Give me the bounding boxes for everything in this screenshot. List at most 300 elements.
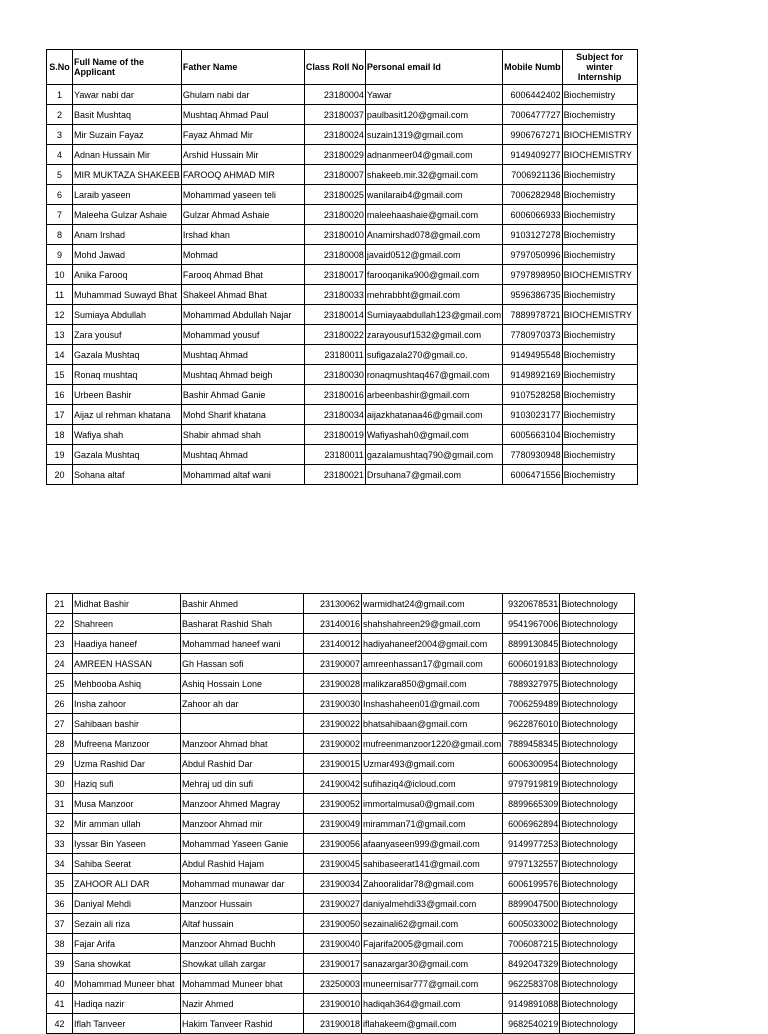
subject-cell: Biotechnology <box>560 734 635 754</box>
mobile-cell: 9797919819 <box>503 774 560 794</box>
roll-cell: 23180014 <box>304 305 365 325</box>
name-cell: Mir Suzain Fayaz <box>73 125 182 145</box>
mobile-cell: 6006199576 <box>503 874 560 894</box>
mobile-cell: 9103127278 <box>503 225 563 245</box>
subject-cell: Biochemistry <box>562 185 637 205</box>
header-mobile: Mobile Numb <box>503 50 563 85</box>
roll-cell: 23130062 <box>304 594 362 614</box>
roll-cell: 23190049 <box>304 814 362 834</box>
father-cell: Abdul Rashid Hajam <box>181 854 304 874</box>
table-row <box>47 954 635 974</box>
table-row <box>47 245 638 265</box>
sno-cell: 34 <box>47 854 73 874</box>
name-cell: Mufreena Manzoor <box>73 734 181 754</box>
mobile-cell: 7006477727 <box>503 105 563 125</box>
mobile-cell: 6005033002 <box>503 914 560 934</box>
mobile-cell: 7006259489 <box>503 694 560 714</box>
subject-cell: BIOCHEMISTRY <box>562 305 637 325</box>
email-cell: miramman71@gmail.com <box>362 814 503 834</box>
sno-cell: 23 <box>47 634 73 654</box>
roll-cell: 23180008 <box>304 245 365 265</box>
roll-cell: 23180037 <box>304 105 365 125</box>
name-cell: Ronaq mushtaq <box>73 365 182 385</box>
mobile-cell: 9797050996 <box>503 245 563 265</box>
mobile-cell: 6005663104 <box>503 425 563 445</box>
name-cell: Haziq sufi <box>73 774 181 794</box>
table-row <box>47 794 635 814</box>
table-row <box>47 405 638 425</box>
mobile-cell: 9906767271 <box>503 125 563 145</box>
sno-cell: 41 <box>47 994 73 1014</box>
father-cell: Mushtaq Ahmad Paul <box>181 105 304 125</box>
father-cell: Mohammad Muneer bhat <box>181 974 304 994</box>
name-cell: Daniyal Mehdi <box>73 894 181 914</box>
table-row <box>47 365 638 385</box>
subject-cell: BIOCHEMISTRY <box>562 125 637 145</box>
roll-cell: 23180033 <box>304 285 365 305</box>
subject-cell: Biochemistry <box>562 165 637 185</box>
email-cell: sufihaziq4@icloud.com <box>362 774 503 794</box>
roll-cell: 23140016 <box>304 614 362 634</box>
name-cell: Sezain ali riza <box>73 914 181 934</box>
email-cell: bhatsahibaan@gmail.com <box>362 714 503 734</box>
sno-cell: 1 <box>47 85 73 105</box>
roll-cell: 23190052 <box>304 794 362 814</box>
father-cell: Fayaz Ahmad Mir <box>181 125 304 145</box>
subject-cell: Biotechnology <box>560 834 635 854</box>
subject-cell: Biochemistry <box>562 225 637 245</box>
name-cell: Maleeha Gulzar Ashaie <box>73 205 182 225</box>
mobile-cell: 6006019183 <box>503 654 560 674</box>
father-cell: Mehraj ud din sufi <box>181 774 304 794</box>
subject-cell: Biotechnology <box>560 754 635 774</box>
table-row <box>47 614 635 634</box>
name-cell: Anika Farooq <box>73 265 182 285</box>
roll-cell: 23250003 <box>304 974 362 994</box>
table-row <box>47 654 635 674</box>
mobile-cell: 6006962894 <box>503 814 560 834</box>
subject-cell: Biochemistry <box>562 465 637 485</box>
table-row <box>47 774 635 794</box>
father-cell: Hakim Tanveer Rashid <box>181 1014 304 1034</box>
subject-cell: Biotechnology <box>560 714 635 734</box>
roll-cell: 23180004 <box>304 85 365 105</box>
sno-cell: 13 <box>47 325 73 345</box>
subject-cell: Biotechnology <box>560 874 635 894</box>
table-row <box>47 425 638 445</box>
table-row <box>47 754 635 774</box>
subject-cell: BIOCHEMISTRY <box>562 265 637 285</box>
table-row <box>47 934 635 954</box>
father-cell: Mohd Sharif khatana <box>181 405 304 425</box>
subject-cell: Biochemistry <box>562 405 637 425</box>
name-cell: Gazala Mushtaq <box>73 345 182 365</box>
father-cell: Mohammad munawar dar <box>181 874 304 894</box>
roll-cell: 24190042 <box>304 774 362 794</box>
name-cell: Urbeen Bashir <box>73 385 182 405</box>
mobile-cell: 7006282948 <box>503 185 563 205</box>
header-sno: S.No <box>47 50 73 85</box>
email-cell: sezainali62@gmail.com <box>362 914 503 934</box>
email-cell: Uzmar493@gmail.com <box>362 754 503 774</box>
table-row <box>47 105 638 125</box>
applicants-table-2 <box>46 593 635 1034</box>
mobile-cell: 6006442402 <box>503 85 563 105</box>
father-cell: Abdul Rashid Dar <box>181 754 304 774</box>
father-cell: Manzoor Ahmed Magray <box>181 794 304 814</box>
father-cell: Mohammad yaseen teli <box>181 185 304 205</box>
father-cell: Mushtaq Ahmad <box>181 345 304 365</box>
header-name: Full Name of the Applicant <box>73 50 182 85</box>
name-cell: Mehbooba Ashiq <box>73 674 181 694</box>
subject-cell: Biotechnology <box>560 934 635 954</box>
mobile-cell: 9103023177 <box>503 405 563 425</box>
sno-cell: 11 <box>47 285 73 305</box>
sno-cell: 12 <box>47 305 73 325</box>
father-cell: Gulzar Ahmad Ashaie <box>181 205 304 225</box>
mobile-cell: 7006921136 <box>503 165 563 185</box>
name-cell: Adnan Hussain Mir <box>73 145 182 165</box>
table-row <box>47 205 638 225</box>
father-cell: Shabir ahmad shah <box>181 425 304 445</box>
table-row <box>47 185 638 205</box>
table-row <box>47 85 638 105</box>
name-cell: Sahibaan bashir <box>73 714 181 734</box>
sno-cell: 14 <box>47 345 73 365</box>
table-row <box>47 165 638 185</box>
mobile-cell: 9149892169 <box>503 365 563 385</box>
sno-cell: 39 <box>47 954 73 974</box>
header-subject: Subject for winter Internship <box>562 50 637 85</box>
name-cell: Mohammad Muneer bhat <box>73 974 181 994</box>
email-cell: immortalmusa0@gmail.com <box>362 794 503 814</box>
table-row <box>47 974 635 994</box>
sno-cell: 3 <box>47 125 73 145</box>
subject-cell: Biochemistry <box>562 325 637 345</box>
name-cell: Sohana altaf <box>73 465 182 485</box>
name-cell: Iflah Tanveer <box>73 1014 181 1034</box>
subject-cell: Biochemistry <box>562 205 637 225</box>
roll-cell: 23180025 <box>304 185 365 205</box>
name-cell: Uzma Rashid Dar <box>73 754 181 774</box>
sno-cell: 26 <box>47 694 73 714</box>
mobile-cell: 9149409277 <box>503 145 563 165</box>
email-cell: aijazkhatanaa46@gmail.com <box>365 405 502 425</box>
name-cell: Musa Manzoor <box>73 794 181 814</box>
father-cell: Mohammad Abdullah Najar <box>181 305 304 325</box>
roll-cell: 23180030 <box>304 365 365 385</box>
mobile-cell: 7889327975 <box>503 674 560 694</box>
subject-cell: Biotechnology <box>560 594 635 614</box>
table-row <box>47 465 638 485</box>
mobile-cell: 9149495548 <box>503 345 563 365</box>
subject-cell: Biotechnology <box>560 1014 635 1034</box>
father-cell: Zahoor ah dar <box>181 694 304 714</box>
roll-cell: 23190050 <box>304 914 362 934</box>
header-roll: Class Roll No <box>304 50 365 85</box>
email-cell: maleehaashaie@gmail.com <box>365 205 502 225</box>
name-cell: Iyssar Bin Yaseen <box>73 834 181 854</box>
father-cell <box>181 714 304 734</box>
father-cell: Manzoor Ahmad Buchh <box>181 934 304 954</box>
father-cell: Farooq Ahmad Bhat <box>181 265 304 285</box>
table-row <box>47 714 635 734</box>
name-cell: Hadiqa nazir <box>73 994 181 1014</box>
email-cell: mufreenmanzoor1220@gmail.com <box>362 734 503 754</box>
email-cell: muneernisar777@gmail.com <box>362 974 503 994</box>
email-cell: ronaqmushtaq467@gmail.com <box>365 365 502 385</box>
subject-cell: Biotechnology <box>560 614 635 634</box>
mobile-cell: 9149891088 <box>503 994 560 1014</box>
name-cell: Sahiba Seerat <box>73 854 181 874</box>
father-cell: Mohammad haneef wani <box>181 634 304 654</box>
table-row <box>47 145 638 165</box>
name-cell: MIR MUKTAZA SHAKEEB <box>73 165 182 185</box>
mobile-cell: 9797132557 <box>503 854 560 874</box>
mobile-cell: 6006066933 <box>503 205 563 225</box>
subject-cell: Biotechnology <box>560 774 635 794</box>
name-cell: Anam Irshad <box>73 225 182 245</box>
table-row <box>47 445 638 465</box>
father-cell: Gh Hassan sofi <box>181 654 304 674</box>
father-cell: Mushtaq Ahmad beigh <box>181 365 304 385</box>
email-cell: wanilaraib4@gmail.com <box>365 185 502 205</box>
header-row <box>47 50 638 85</box>
mobile-cell: 9622583708 <box>503 974 560 994</box>
father-cell: Arshid Hussain Mir <box>181 145 304 165</box>
table-row <box>47 305 638 325</box>
sno-cell: 38 <box>47 934 73 954</box>
subject-cell: Biochemistry <box>562 345 637 365</box>
email-cell: warmidhat24@gmail.com <box>362 594 503 614</box>
name-cell: ZAHOOR ALI DAR <box>73 874 181 894</box>
roll-cell: 23180034 <box>304 405 365 425</box>
mobile-cell: 6006300954 <box>503 754 560 774</box>
mobile-cell: 9622876010 <box>503 714 560 734</box>
mobile-cell: 9541967006 <box>503 614 560 634</box>
roll-cell: 23190045 <box>304 854 362 874</box>
sno-cell: 16 <box>47 385 73 405</box>
email-cell: adnanmeer04@gmail.com <box>365 145 502 165</box>
roll-cell: 23190007 <box>304 654 362 674</box>
roll-cell: 23190056 <box>304 834 362 854</box>
roll-cell: 23190022 <box>304 714 362 734</box>
sno-cell: 15 <box>47 365 73 385</box>
subject-cell: Biochemistry <box>562 425 637 445</box>
roll-cell: 23180020 <box>304 205 365 225</box>
table-row <box>47 814 635 834</box>
sno-cell: 9 <box>47 245 73 265</box>
mobile-cell: 8899130845 <box>503 634 560 654</box>
father-cell: Mohammad yousuf <box>181 325 304 345</box>
subject-cell: Biotechnology <box>560 894 635 914</box>
email-cell: shakeeb.mir.32@gmail.com <box>365 165 502 185</box>
email-cell: daniyalmehdi33@gmail.com <box>362 894 503 914</box>
email-cell: sahibaseerat141@gmail.com <box>362 854 503 874</box>
email-cell: Sumiayaabdullah123@gmail.com <box>365 305 502 325</box>
sno-cell: 2 <box>47 105 73 125</box>
father-cell: Bashir Ahmed <box>181 594 304 614</box>
name-cell: Sana showkat <box>73 954 181 974</box>
email-cell: shahshahreen29@gmail.com <box>362 614 503 634</box>
roll-cell: 23180024 <box>304 125 365 145</box>
email-cell: paulbasit120@gmail.com <box>365 105 502 125</box>
email-cell: zarayousuf1532@gmail.com <box>365 325 502 345</box>
father-cell: Irshad khan <box>181 225 304 245</box>
name-cell: Fajar Arifa <box>73 934 181 954</box>
father-cell: Mohmad <box>181 245 304 265</box>
email-cell: mehrabbht@gmail.com <box>365 285 502 305</box>
subject-cell: Biochemistry <box>562 445 637 465</box>
name-cell: Haadiya haneef <box>73 634 181 654</box>
sno-cell: 20 <box>47 465 73 485</box>
subject-cell: Biochemistry <box>562 105 637 125</box>
roll-cell: 23180021 <box>304 465 365 485</box>
father-cell: Showkat ullah zargar <box>181 954 304 974</box>
roll-cell: 23140012 <box>304 634 362 654</box>
roll-cell: 23190015 <box>304 754 362 774</box>
subject-cell: Biotechnology <box>560 634 635 654</box>
father-cell: Mohammad altaf wani <box>181 465 304 485</box>
mobile-cell: 9149977253 <box>503 834 560 854</box>
subject-cell: Biotechnology <box>560 794 635 814</box>
roll-cell: 23190030 <box>304 694 362 714</box>
email-cell: farooqanika900@gmail.com <box>365 265 502 285</box>
name-cell: Shahreen <box>73 614 181 634</box>
table-row <box>47 345 638 365</box>
email-cell: hadiqah364@gmail.com <box>362 994 503 1014</box>
table-row <box>47 894 635 914</box>
subject-cell: Biotechnology <box>560 854 635 874</box>
name-cell: Laraib yaseen <box>73 185 182 205</box>
sno-cell: 7 <box>47 205 73 225</box>
email-cell: Yawar <box>365 85 502 105</box>
roll-cell: 23190002 <box>304 734 362 754</box>
header-father: Father Name <box>181 50 304 85</box>
mobile-cell: 7006087215 <box>503 934 560 954</box>
applicants-table-1 <box>46 49 638 485</box>
name-cell: Midhat Bashir <box>73 594 181 614</box>
table-row <box>47 325 638 345</box>
subject-cell: Biotechnology <box>560 674 635 694</box>
table-row <box>47 834 635 854</box>
roll-cell: 23190040 <box>304 934 362 954</box>
email-cell: arbeenbashir@gmail.com <box>365 385 502 405</box>
email-cell: sufigazala270@gmail.co. <box>365 345 502 365</box>
subject-cell: Biochemistry <box>562 385 637 405</box>
sno-cell: 4 <box>47 145 73 165</box>
name-cell: Sumiaya Abdullah <box>73 305 182 325</box>
mobile-cell: 9320678531 <box>503 594 560 614</box>
table-row <box>47 385 638 405</box>
father-cell: Bashir Ahmad Ganie <box>181 385 304 405</box>
email-cell: Zahooralidar78@gmail.com <box>362 874 503 894</box>
sno-cell: 30 <box>47 774 73 794</box>
subject-cell: Biotechnology <box>560 914 635 934</box>
subject-cell: Biochemistry <box>562 85 637 105</box>
roll-cell: 23180029 <box>304 145 365 165</box>
sno-cell: 40 <box>47 974 73 994</box>
email-cell: sanazargar30@gmail.com <box>362 954 503 974</box>
name-cell: Aijaz ul rehman khatana <box>73 405 182 425</box>
table-row <box>47 285 638 305</box>
father-cell: Mushtaq Ahmad <box>181 445 304 465</box>
subject-cell: Biotechnology <box>560 694 635 714</box>
mobile-cell: 7889978721 <box>503 305 563 325</box>
sno-cell: 42 <box>47 1014 73 1034</box>
name-cell: Muhammad Suwayd Bhat <box>73 285 182 305</box>
subject-cell: Biotechnology <box>560 814 635 834</box>
sno-cell: 31 <box>47 794 73 814</box>
mobile-cell: 6006471556 <box>503 465 563 485</box>
father-cell: Manzoor Hussain <box>181 894 304 914</box>
roll-cell: 23180011 <box>304 445 365 465</box>
table-row <box>47 674 635 694</box>
sno-cell: 35 <box>47 874 73 894</box>
subject-cell: Biotechnology <box>560 994 635 1014</box>
mobile-cell: 8492047329 <box>503 954 560 974</box>
mobile-cell: 9596386735 <box>503 285 563 305</box>
mobile-cell: 7780970373 <box>503 325 563 345</box>
table-row <box>47 594 635 614</box>
name-cell: Gazala Mushtaq <box>73 445 182 465</box>
email-cell: Inshashaheen01@gmail.com <box>362 694 503 714</box>
sno-cell: 27 <box>47 714 73 734</box>
sno-cell: 8 <box>47 225 73 245</box>
email-cell: malikzara850@gmail.com <box>362 674 503 694</box>
roll-cell: 23180022 <box>304 325 365 345</box>
subject-cell: Biotechnology <box>560 974 635 994</box>
table-row <box>47 634 635 654</box>
roll-cell: 23190034 <box>304 874 362 894</box>
mobile-cell: 8899665309 <box>503 794 560 814</box>
name-cell: Yawar nabi dar <box>73 85 182 105</box>
subject-cell: Biochemistry <box>562 365 637 385</box>
email-cell: javaid0512@gmail.com <box>365 245 502 265</box>
sno-cell: 37 <box>47 914 73 934</box>
table-row <box>47 994 635 1014</box>
mobile-cell: 8899047500 <box>503 894 560 914</box>
email-cell: hadiyahaneef2004@gmail.com <box>362 634 503 654</box>
sno-cell: 29 <box>47 754 73 774</box>
father-cell: Ghulam nabi dar <box>181 85 304 105</box>
father-cell: Manzoor Ahmad bhat <box>181 734 304 754</box>
father-cell: Manzoor Ahmad mir <box>181 814 304 834</box>
mobile-cell: 7889458345 <box>503 734 560 754</box>
sno-cell: 6 <box>47 185 73 205</box>
sno-cell: 25 <box>47 674 73 694</box>
email-cell: amreenhassan17@gmail.com <box>362 654 503 674</box>
roll-cell: 23190017 <box>304 954 362 974</box>
sno-cell: 33 <box>47 834 73 854</box>
sno-cell: 28 <box>47 734 73 754</box>
table-row <box>47 914 635 934</box>
email-cell: Anamirshad078@gmail.com <box>365 225 502 245</box>
table-row <box>47 125 638 145</box>
table-1-body <box>47 85 638 485</box>
sno-cell: 10 <box>47 265 73 285</box>
table-row <box>47 225 638 245</box>
name-cell: Insha zahoor <box>73 694 181 714</box>
sno-cell: 22 <box>47 614 73 634</box>
father-cell: Shakeel Ahmad Bhat <box>181 285 304 305</box>
sno-cell: 19 <box>47 445 73 465</box>
name-cell: Wafiya shah <box>73 425 182 445</box>
mobile-cell: 7780930948 <box>503 445 563 465</box>
name-cell: Mohd Jawad <box>73 245 182 265</box>
father-cell: Nazir Ahmed <box>181 994 304 1014</box>
roll-cell: 23190010 <box>304 994 362 1014</box>
